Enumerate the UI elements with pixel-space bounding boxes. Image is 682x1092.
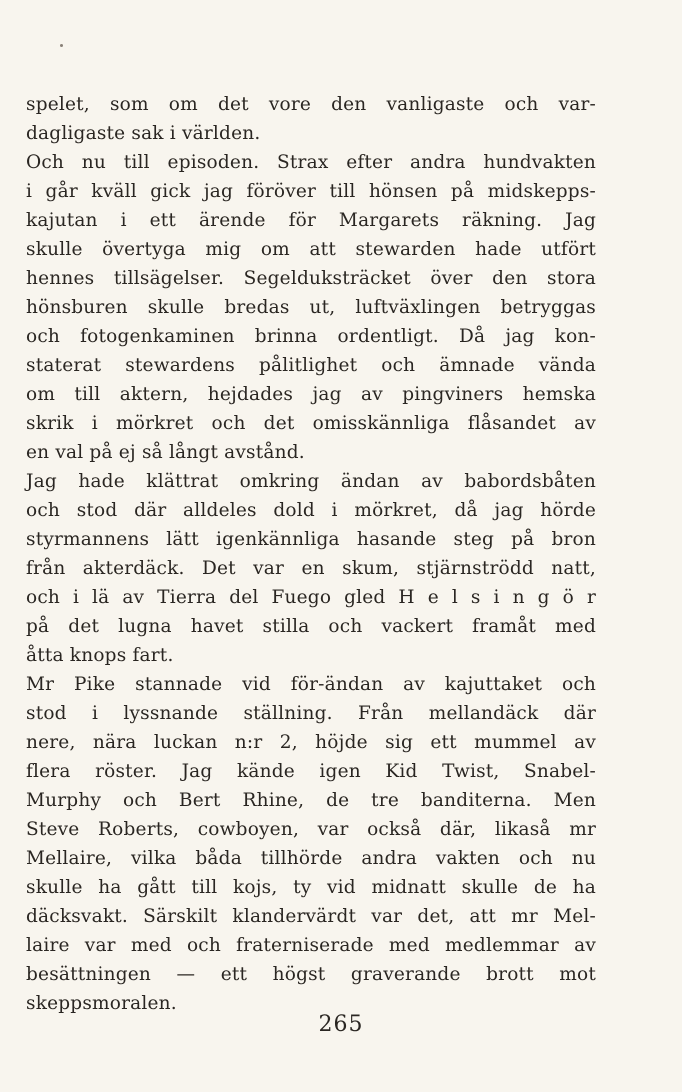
text-line: kajutan i ett ärende för Margarets räkning. Jag [26, 210, 596, 231]
text-line: skulle övertyga mig om att stewarden hade utfört [26, 239, 596, 260]
text-line: Mellaire, vilka båda tillhörde andra vakten och nu [26, 848, 596, 869]
text-line: nere, nära luckan n:r 2, höjde sig ett mummel av [26, 732, 596, 753]
text-line: skrik i mörkret och det omisskännliga flåsandet av [26, 413, 596, 434]
text-line: besättningen — ett högst graverande brott mot [26, 964, 596, 985]
text-line: däcksvakt. Särskilt klandervärdt var det, att mr Mel- [26, 906, 596, 927]
text-line: och i lä av Tierra del Fuego gled H e l s i n g ö r [26, 587, 596, 608]
text-line: hennes tillsägelser. Segelduksträcket över den stora [26, 268, 596, 289]
text-line: åtta knops fart. [26, 645, 174, 666]
text-line: hönsburen skulle bredas ut, luftväxlingen betryggas [26, 297, 596, 318]
ink-speck [60, 44, 63, 47]
text-line: stod i lyssnande ställning. Från mellandäck där [26, 703, 596, 724]
text-line: dagligaste sak i världen. [26, 123, 261, 144]
page-number: 265 [318, 1012, 364, 1037]
body-text [26, 90, 596, 1018]
text-line: styrmannens lätt igenkännliga hasande steg på bron [26, 529, 596, 550]
text-line: skulle ha gått till kojs, ty vid midnatt skulle de ha [26, 877, 596, 898]
text-line: och stod där alldeles dold i mörkret, då jag hörde [26, 500, 596, 521]
text-line: Steve Roberts, cowboyen, var också där, likaså mr [26, 819, 596, 840]
text-line: en val på ej så långt avstånd. [26, 442, 305, 463]
text-line: Mr Pike stannade vid för-ändan av kajuttaket och [26, 674, 596, 695]
text-line: och fotogenkaminen brinna ordentligt. Då jag kon- [26, 326, 596, 347]
text-line: om till aktern, hejdades jag av pingviners hemska [26, 384, 596, 405]
text-line: spelet, som om det vore den vanligaste och var- [26, 94, 596, 115]
text-line: i går kväll gick jag föröver till hönsen på midskepps- [26, 181, 596, 202]
text-line: på det lugna havet stilla och vackert framåt med [26, 616, 596, 637]
text-line: Murphy och Bert Rhine, de tre banditerna. Men [26, 790, 596, 811]
text-line: skeppsmoralen. [26, 993, 177, 1014]
text-line: flera röster. Jag kände igen Kid Twist, Snabel- [26, 761, 596, 782]
text-line: Och nu till episoden. Strax efter andra hundvakten [26, 152, 596, 173]
text-line: laire var med och fraterniserade med medlemmar av [26, 935, 596, 956]
text-line: staterat stewardens pålitlighet och ämnade vända [26, 355, 596, 376]
text-line: Jag hade klättrat omkring ändan av babordsbåten [26, 471, 596, 492]
text-line: från akterdäck. Det var en skum, stjärnströdd natt, [26, 558, 596, 579]
